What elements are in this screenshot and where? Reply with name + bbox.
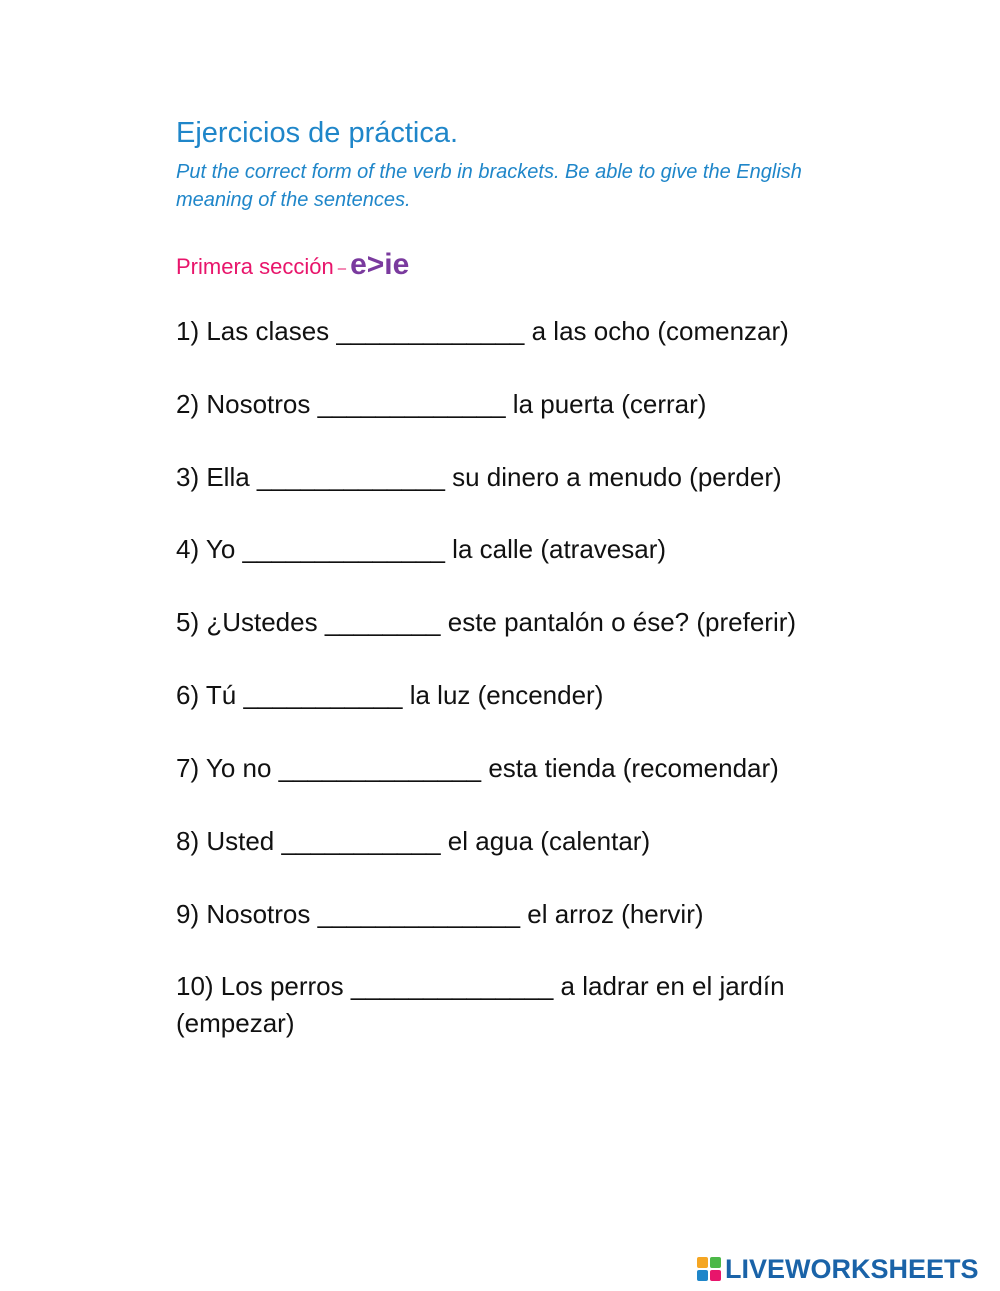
liveworksheets-logo — [697, 1254, 979, 1284]
exercise-9: 9) Nosotros ______________ el arroz (hervir) — [176, 899, 704, 929]
instructions-text: Put the correct form of the verb in brackets. Be able to give the English meaning of the sentences. — [176, 161, 802, 211]
section-separator: – — [337, 260, 347, 277]
exercise-4: 4) Yo ______________ la calle (atravesar) — [176, 534, 667, 564]
logo-text: LIVEWORKSHEETS — [725, 1253, 979, 1284]
exercise-5: 5) ¿Ustedes ________ este pantalón o ése? (preferir) — [176, 607, 797, 637]
exercise-7: 7) Yo no ______________ esta tienda (recomendar) — [176, 753, 779, 783]
exercise-8: 8) Usted ___________ el agua (calentar) — [176, 826, 651, 856]
exercise-1: 1) Las clases _____________ a las ocho (comenzar) — [176, 316, 789, 346]
section-highlight: e>ie — [350, 248, 410, 281]
exercise-3: 3) Ella _____________ su dinero a menudo (perder) — [176, 462, 782, 492]
page-title: Ejercicios de práctica. — [176, 117, 459, 149]
exercise-2: 2) Nosotros _____________ la puerta (cerrar) — [176, 389, 707, 419]
section-heading — [176, 248, 409, 282]
exercise-6: 6) Tú ___________ la luz (encender) — [176, 680, 604, 710]
section-label: Primera sección — [176, 254, 334, 279]
liveworksheets-logo-icon — [697, 1257, 721, 1281]
exercise-10: 10) Los perros ______________ a ladrar en el jardín (empezar) — [176, 971, 785, 1038]
